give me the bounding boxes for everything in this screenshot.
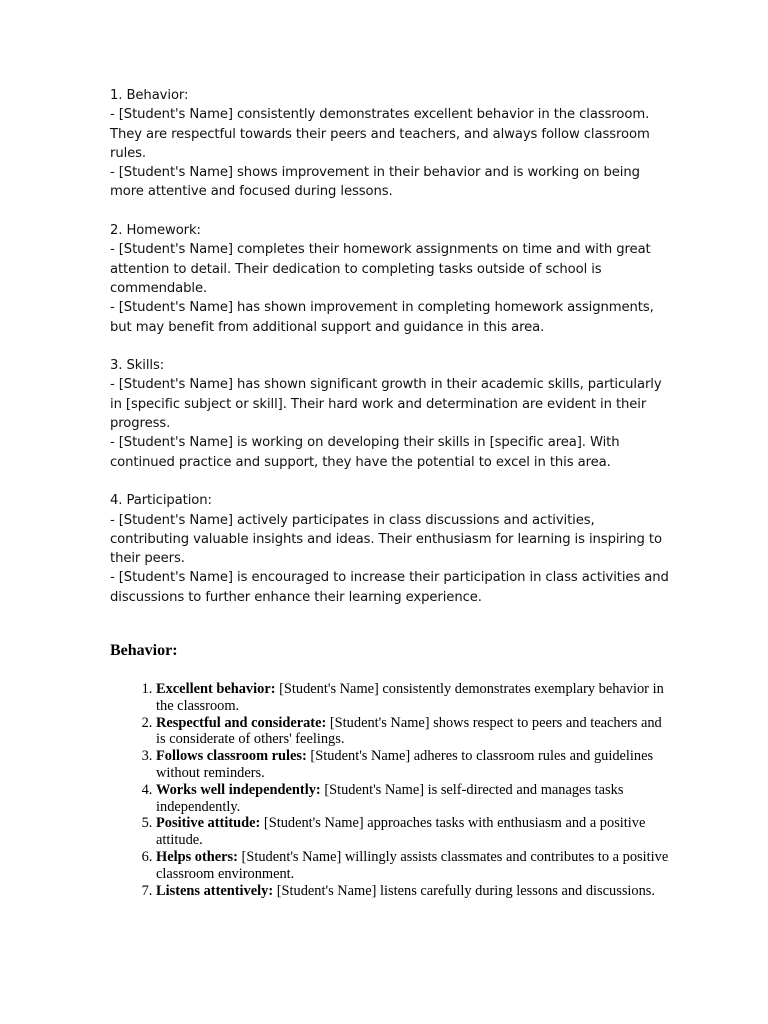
behavior-list-section xyxy=(110,640,670,899)
behavior-heading: Behavior: xyxy=(110,642,178,659)
section-skills xyxy=(110,356,670,472)
item-label: Helps others: xyxy=(156,848,238,865)
list-item xyxy=(156,681,670,715)
section-line: - [Student's Name] is encouraged to increase their participation in class activities and discussions to further enhance their learning experience. xyxy=(110,570,669,605)
item-text: [Student's Name] willingly assists classmates and contributes to a positive classroom environment. xyxy=(156,848,669,882)
section-homework xyxy=(110,221,670,337)
section-heading: 1. Behavior: xyxy=(110,88,189,103)
section-line: - [Student's Name] has shown improvement in completing homework assignments, but may benefit from additional support and guidance in this area. xyxy=(110,300,654,335)
section-line: - [Student's Name] completes their homework assignments on time and with great attention to detail. Their dedication to completing tasks outside of school is commendable. xyxy=(110,242,651,296)
item-label: Respectful and considerate: xyxy=(156,714,327,731)
item-text: [Student's Name] adheres to classroom rules and guidelines without reminders. xyxy=(156,748,654,781)
comment-notes xyxy=(110,86,670,626)
item-label: Excellent behavior: xyxy=(156,681,276,697)
section-line: - [Student's Name] shows improvement in their behavior and is working on being more attentive and focused during lessons. xyxy=(110,165,640,200)
item-text: [Student's Name] approaches tasks with enthusiasm and a positive attitude. xyxy=(156,815,646,849)
list-item xyxy=(156,883,670,900)
item-text: [Student's Name] is self-directed and manages tasks independently. xyxy=(156,781,624,815)
item-text: [Student's Name] shows respect to peers and teachers and is considerate of others' feelings. xyxy=(156,714,662,748)
item-label: Works well independently: xyxy=(156,781,321,798)
section-heading: 3. Skills: xyxy=(110,358,165,374)
list-item xyxy=(156,849,670,883)
list-item xyxy=(156,748,670,782)
item-label: Listens attentively: xyxy=(156,882,274,899)
section-participation xyxy=(110,491,670,607)
list-item xyxy=(156,782,670,816)
list-item xyxy=(156,715,670,749)
section-heading: 2. Homework: xyxy=(110,223,201,239)
section-line: - [Student's Name] is working on developing their skills in [specific area]. With continued practice and support, they have the potential to excel in this area. xyxy=(110,435,620,470)
list-item xyxy=(156,815,670,849)
item-label: Follows classroom rules: xyxy=(156,748,307,765)
section-line: - [Student's Name] has shown significant growth in their academic skills, particularly in [specific subject or skill]. Their hard work and determination are evident in their progress. xyxy=(110,377,662,432)
behavior-list xyxy=(110,681,670,899)
section-line: - [Student's Name] actively participates in class discussions and activities, contributing valuable insights and ideas. Their enthusiasm for learning is inspiring to their peers. xyxy=(110,512,662,567)
section-line: - [Student's Name] consistently demonstrates excellent behavior in the classroom. They are respectful towards their peers and teachers, and always follow classroom rules. xyxy=(110,107,650,161)
item-label: Positive attitude: xyxy=(156,815,261,832)
section-behavior xyxy=(110,86,670,202)
item-text: [Student's Name] listens carefully during lessons and discussions. xyxy=(273,882,656,899)
section-heading: 4. Participation: xyxy=(110,493,212,509)
item-text: [Student's Name] consistently demonstrates exemplary behavior in the classroom. xyxy=(156,681,664,714)
